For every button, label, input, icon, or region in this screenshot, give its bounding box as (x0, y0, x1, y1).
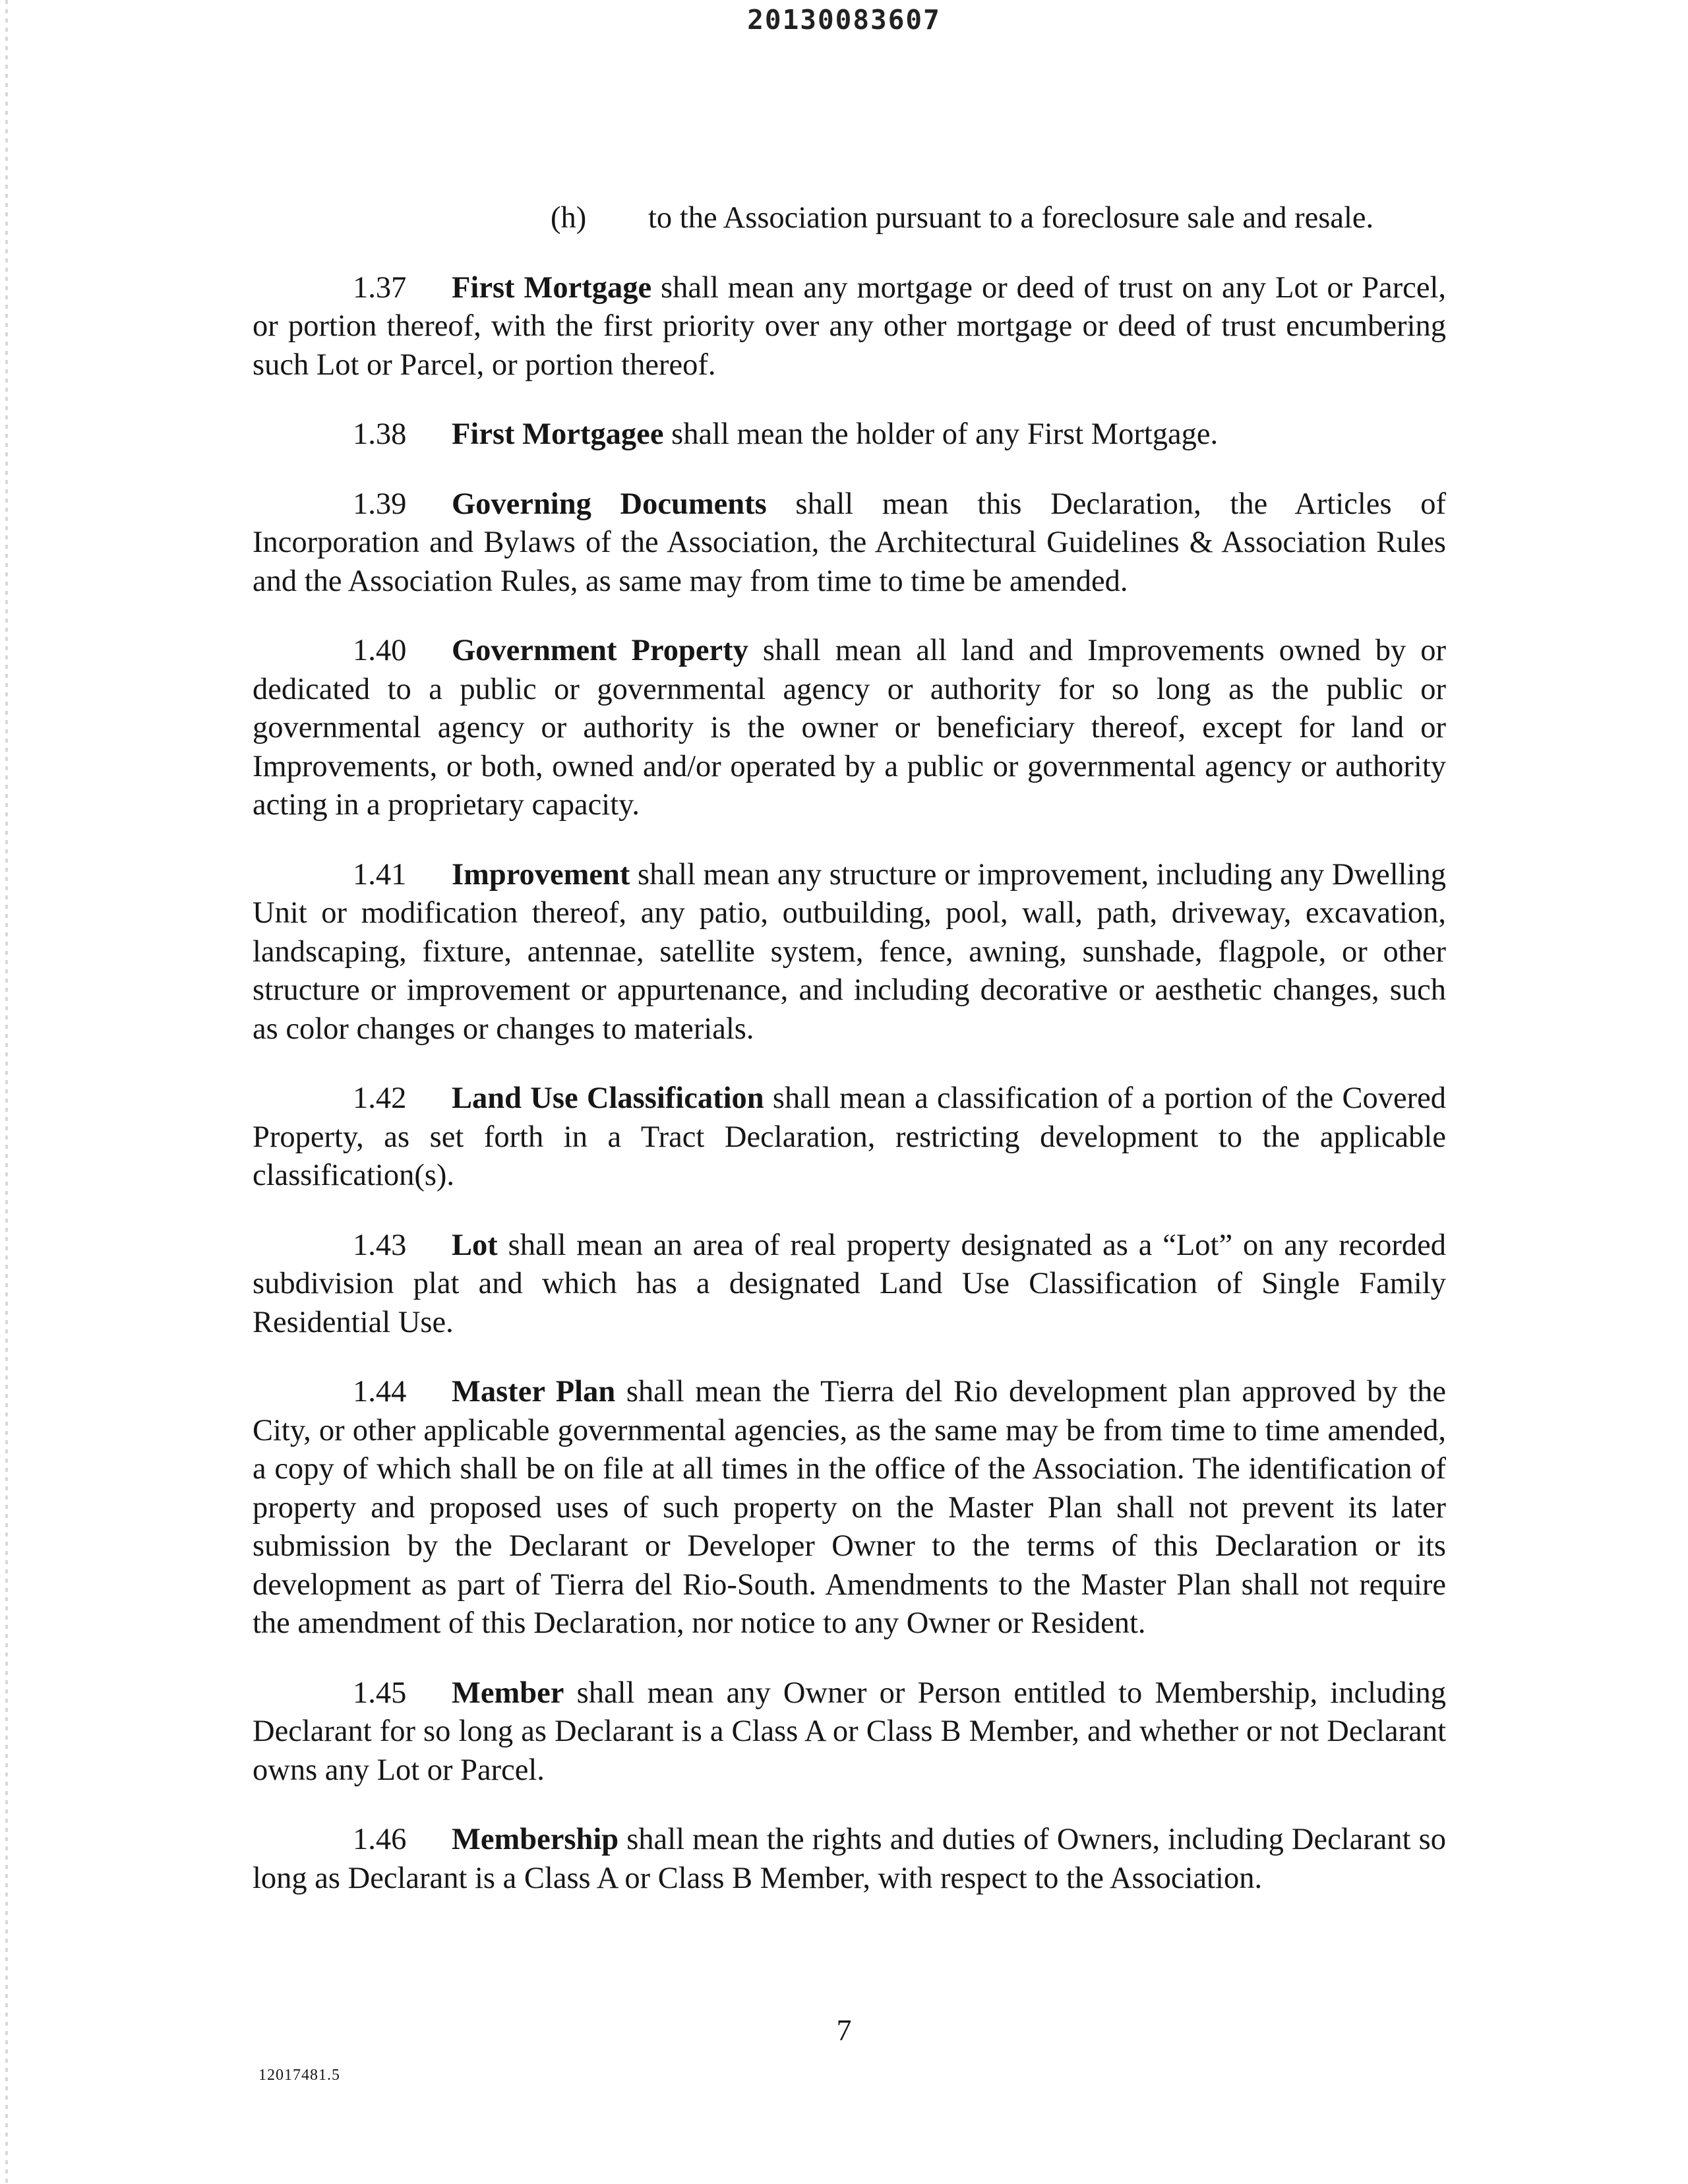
definition-text: shall mean the Tierra del Rio development plan approved by the City, or other applicable governmental agencies, as the same may be from time to time amended, a copy of which shall be on file at all times in the office of the Association. The identification of property and proposed uses of such property on the Master Plan shall not prevent its later submission by the Declarant or Developer Owner to the terms of this Declaration or its development as part of Tierra del Rio-South. Amendments to the Master Plan shall not require the amendment of this Declaration, nor notice to any Owner or Resident. (253, 1375, 1446, 1640)
definition-1-43 (253, 1227, 1446, 1343)
definition-text: shall mean a classification of a portion of the Covered Property, as set forth in a Tract Declaration, restricting development to the applicable classification(s). (253, 1081, 1446, 1192)
page-number: 7 (836, 2013, 852, 2047)
document-id: 12017481.5 (258, 2067, 340, 2084)
definition-1-39 (253, 485, 1446, 601)
section-number: 1.40 (353, 634, 407, 667)
definition-1-37 (253, 269, 1446, 385)
definition-text: shall mean the rights and duties of Owners, including Declarant so long as Declarant is a Class A or Class B Member, with respect to the Association. (253, 1823, 1446, 1895)
definition-text: shall mean any structure or improvement, including any Dwelling Unit or modification thereof, any patio, outbuilding, pool, wall, path, driveway, excavation, landscaping, fixture, antennae, satellite system, fence, awning, sunshade, flagpole, or other structure or improvement or appurtenance, and including decorative or aesthetic changes, such as color changes or changes to materials. (253, 857, 1446, 1046)
definition-1-46 (253, 1821, 1446, 1898)
definition-1-38 (253, 415, 1446, 454)
page-body (253, 199, 1446, 1929)
defined-term: Membership (452, 1823, 619, 1856)
section-number: 1.46 (353, 1823, 407, 1856)
definition-text: shall mean an area of real property designated as a “Lot” on any recorded subdivision plat and which has a designated Land Use Classification of Single Family Residential Use. (253, 1228, 1446, 1339)
defined-term: Lot (452, 1228, 498, 1262)
scan-edge (5, 0, 8, 2184)
list-item-text: to the Association pursuant to a foreclosure sale and resale. (648, 201, 1374, 235)
definition-text: shall mean any Owner or Person entitled to Membership, including Declarant for so long as Declarant is a Class A or Class B Member, and whether or not Declarant owns any Lot or Parcel. (253, 1676, 1446, 1787)
definition-text: shall mean the holder of any First Mortgage. (663, 417, 1219, 451)
section-number: 1.37 (353, 270, 407, 305)
definition-text: shall mean this Declaration, the Articles of Incorporation and Bylaws of the Association, the Architectural Guidelines & Association Rules and the Association Rules, as same may from time to time be amended. (253, 487, 1446, 598)
list-item-letter: (h) (551, 201, 587, 235)
defined-term: Member (452, 1676, 564, 1710)
defined-term: Government Property (452, 634, 748, 667)
definition-1-41 (253, 856, 1446, 1049)
definition-1-40 (253, 632, 1446, 825)
section-number: 1.43 (353, 1228, 407, 1262)
definition-1-45 (253, 1674, 1446, 1790)
section-number: 1.41 (353, 857, 407, 892)
defined-term: Improvement (452, 857, 630, 892)
section-number: 1.39 (353, 487, 407, 521)
definition-text: shall mean all land and Improvements owned by or dedicated to a public or governmental agency or authority for so long as the public or governmental agency or authority is the owner or beneficiary thereof, except for land or Improvements, or both, owned and/or operated by a public or governmental agency or authority acting in a proprietary capacity. (253, 634, 1446, 822)
defined-term: Master Plan (452, 1375, 616, 1409)
defined-term: Land Use Classification (452, 1081, 764, 1115)
definition-1-44 (253, 1373, 1446, 1643)
definition-text: shall mean any mortgage or deed of trust on any Lot or Parcel, or portion thereof, with the first priority over any other mortgage or deed of trust encumbering such Lot or Parcel, or portion thereof. (253, 270, 1446, 382)
definition-1-42 (253, 1079, 1446, 1196)
section-number: 1.45 (353, 1676, 407, 1710)
defined-term: First Mortgage (452, 270, 652, 305)
defined-term: First Mortgagee (452, 417, 664, 451)
list-item-h (253, 199, 1446, 238)
section-number: 1.38 (353, 417, 407, 451)
defined-term: Governing Documents (452, 487, 767, 521)
recording-number: 20130083607 (747, 4, 941, 36)
section-number: 1.42 (353, 1081, 407, 1115)
section-number: 1.44 (353, 1375, 407, 1409)
